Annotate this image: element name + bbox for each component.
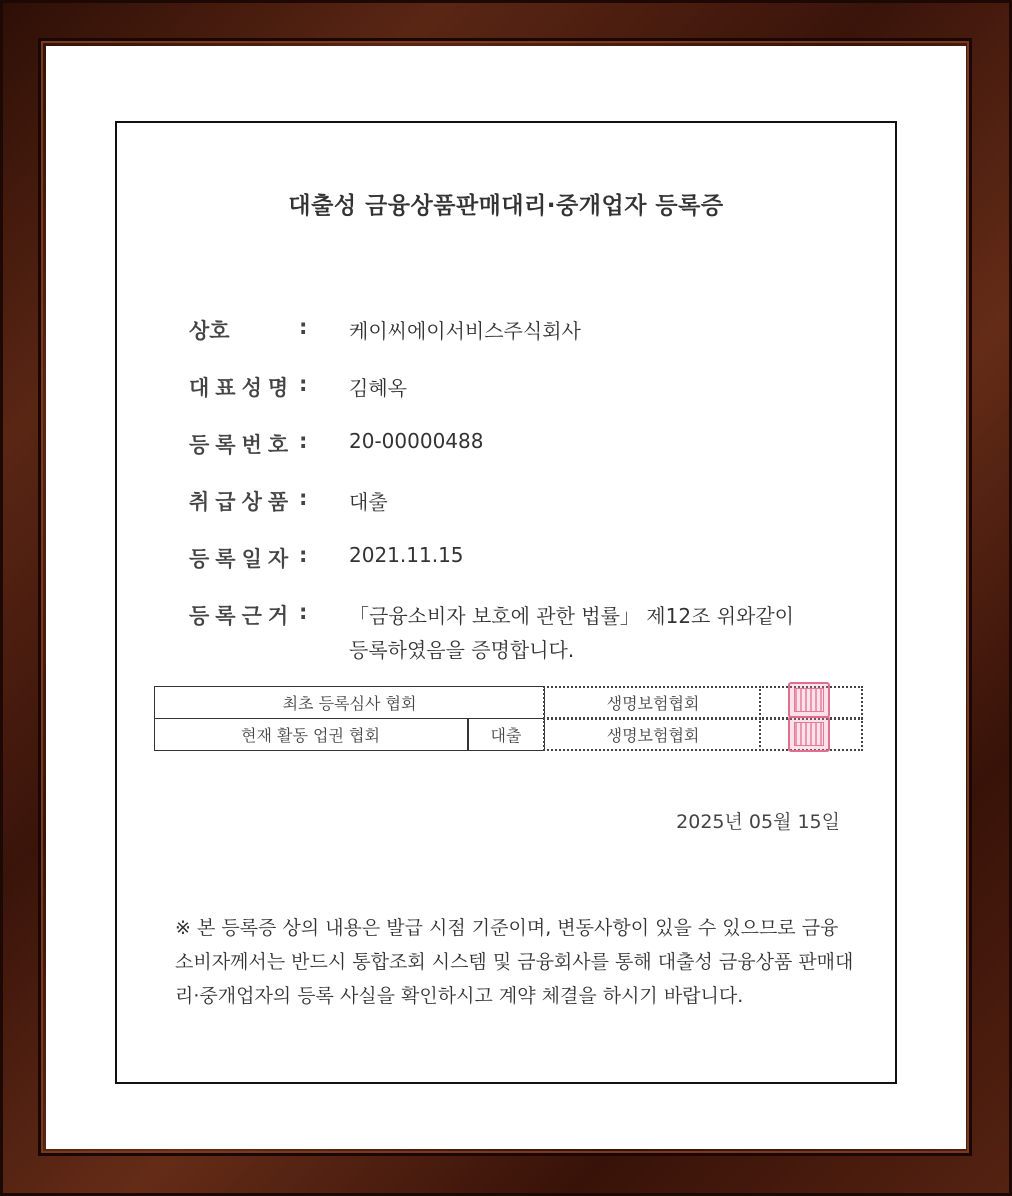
current-activity-label: 현재 활동 업권 협회 (241, 726, 380, 745)
association-table (154, 686, 864, 752)
field-registration-number (189, 429, 869, 461)
field-label: 대표성명 (189, 376, 295, 400)
issue-date: 2025년 05월 15일 (676, 811, 840, 833)
registration-certificate (115, 121, 897, 1084)
field-value: 김혜옥 (349, 376, 407, 400)
field-label: 취급상품 (189, 490, 295, 514)
current-activity-product: 대출 (490, 726, 522, 745)
initial-review-association: 생명보험협회 (606, 694, 700, 713)
field-label-text: 상호 (189, 319, 230, 343)
field-label: 등록번호 (189, 433, 295, 457)
field-value: 대출 (349, 490, 388, 514)
field-label (189, 315, 313, 345)
field-product (189, 486, 869, 518)
field-colon: : (299, 600, 308, 624)
field-colon: : (299, 372, 308, 396)
official-seal-stamp (788, 716, 830, 752)
field-colon: : (299, 315, 308, 339)
notice-text: ※ 본 등록증 상의 내용은 발급 시점 기준이며, 변동사항이 있을 수 있으므로 금융소비자께서는 반드시 통합조회 시스템 및 금융회사를 통해 대출성 금융상품 판매대리·중개업자의 등록 사실을 확인하시고 계약 체결을 하시기 바랍니다. (175, 917, 854, 1007)
field-registration-date (189, 543, 869, 575)
official-seal-stamp (788, 682, 830, 718)
field-value: 2021.11.15 (349, 543, 464, 567)
field-label: 등록일자 (189, 547, 295, 571)
field-company-name (189, 315, 869, 347)
field-colon: : (299, 486, 308, 510)
certificate-title: 대출성 금융상품판매대리·중개업자 등록증 (288, 193, 724, 219)
field-colon: : (299, 543, 308, 567)
field-legal-basis (189, 600, 869, 670)
current-activity-association: 생명보험협회 (606, 726, 700, 745)
field-value: 20-00000488 (349, 429, 484, 453)
field-colon: : (299, 429, 308, 453)
initial-review-label: 최초 등록심사 협회 (282, 694, 417, 713)
field-value: 케이씨에이서비스주식회사 (349, 319, 581, 343)
field-label: 등록근거 (189, 604, 295, 628)
field-value: 「금융소비자 보호에 관한 법률」 제12조 위와같이 (349, 604, 794, 628)
field-value-line2: 등록하였음을 증명합니다. (349, 638, 575, 662)
field-representative (189, 372, 869, 404)
